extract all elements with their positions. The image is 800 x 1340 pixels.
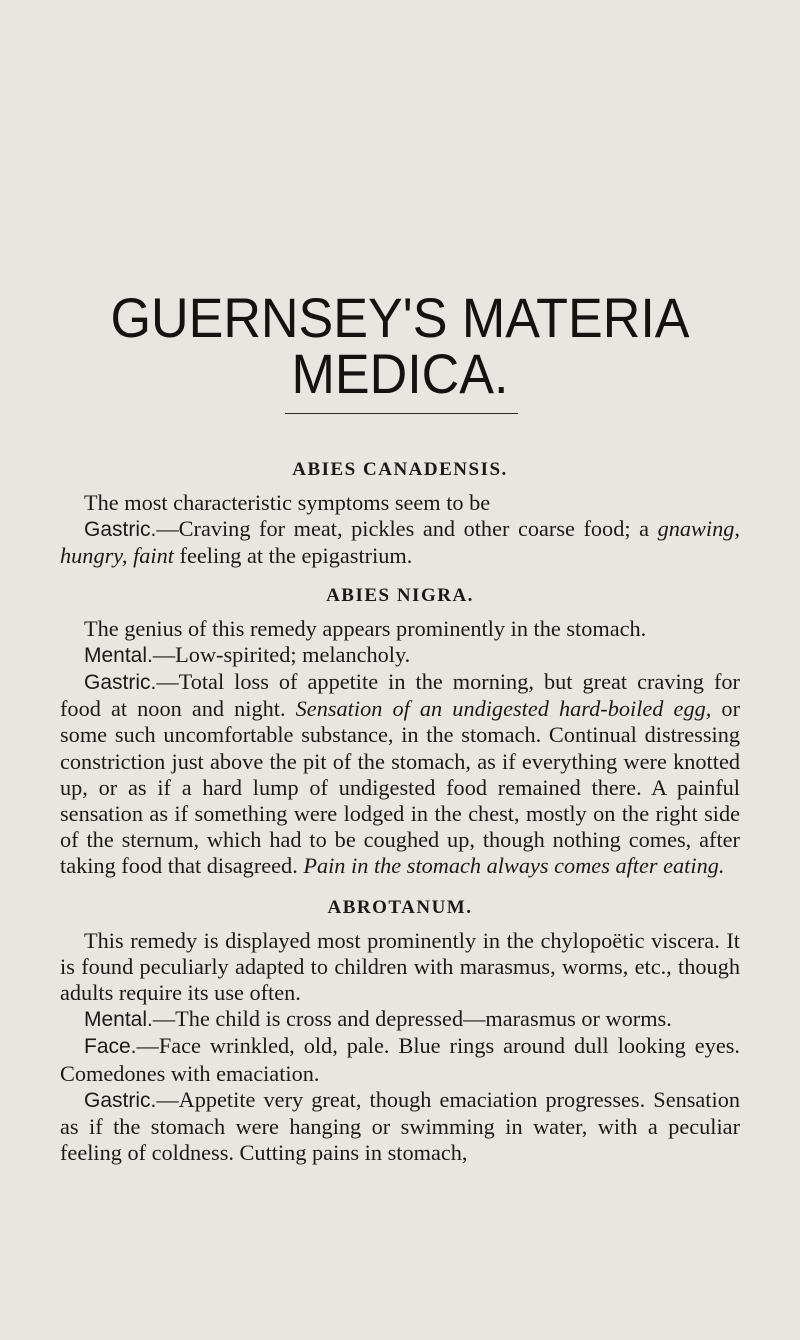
paragraph-gastric: Gastric.—Craving for meat, pickles and other coarse food; a gnawing, hungry, faint feeling at the epigastrium. [60,516,740,569]
symptom-label: Gastric. [84,518,157,542]
section-heading-abrotanum: ABROTANUM. [327,896,473,918]
paragraph-mental: Mental.—Low-spirited; melancholy. [84,641,411,667]
paragraph: The most characteristic symptoms seem to be [84,490,491,515]
paragraph-gastric: Gastric.—Total loss of appetite in the morning, but great craving for food at noon and night. Sensation of an undigested hard-boiled egg, or some such uncomfortable substance, in the stomach. Continual distressing constriction just above the pit of the stomach, as if everything were knotted up, or as if a hard lump of undigested food remained there. A painful sensation as if something were lodged in the chest, mostly on the right side of the sternum, which had to be coughed up, though nothing comes, after taking food that disagreed. Pain in the stomach always comes after eating. [60,669,741,879]
paragraph: This remedy is displayed most prominently in the chylopoëtic viscera. It is found peculiarly adapted to children with marasmus, worms, etc., though adults require its use often. [60,927,740,1006]
paragraph-face: Face.—Face wrinkled, old, pale. Blue rings around dull looking eyes. Comedones with emaciation. [60,1033,740,1086]
paragraph-gastric: Gastric.—Appetite very great, though emaciation progresses. Sensation as if the stomach were hanging or swimming in water, with a peculiar feeling of coldness. Cutting pains in stomach, [60,1086,740,1166]
page-content [60,458,740,1166]
section-heading-abies-nigra: ABIES NIGRA. [326,584,474,606]
title-rule [285,413,518,414]
symptom-label: Face. [84,1035,137,1059]
symptom-label: Gastric. [84,671,157,695]
symptom-label: Gastric. [84,1088,157,1112]
paragraph-mental: Mental.—The child is cross and depressed—marasmus or worms. [84,1006,672,1032]
book-title: GUERNSEY'S MATERIA MEDICA. [110,286,690,405]
section-heading-abies-canadensis: ABIES CANADENSIS. [292,459,508,480]
symptom-label: Mental. [84,643,153,667]
symptom-label: Mental. [84,1008,153,1032]
paragraph: The genius of this remedy appears prominently in the stomach. [84,615,647,641]
